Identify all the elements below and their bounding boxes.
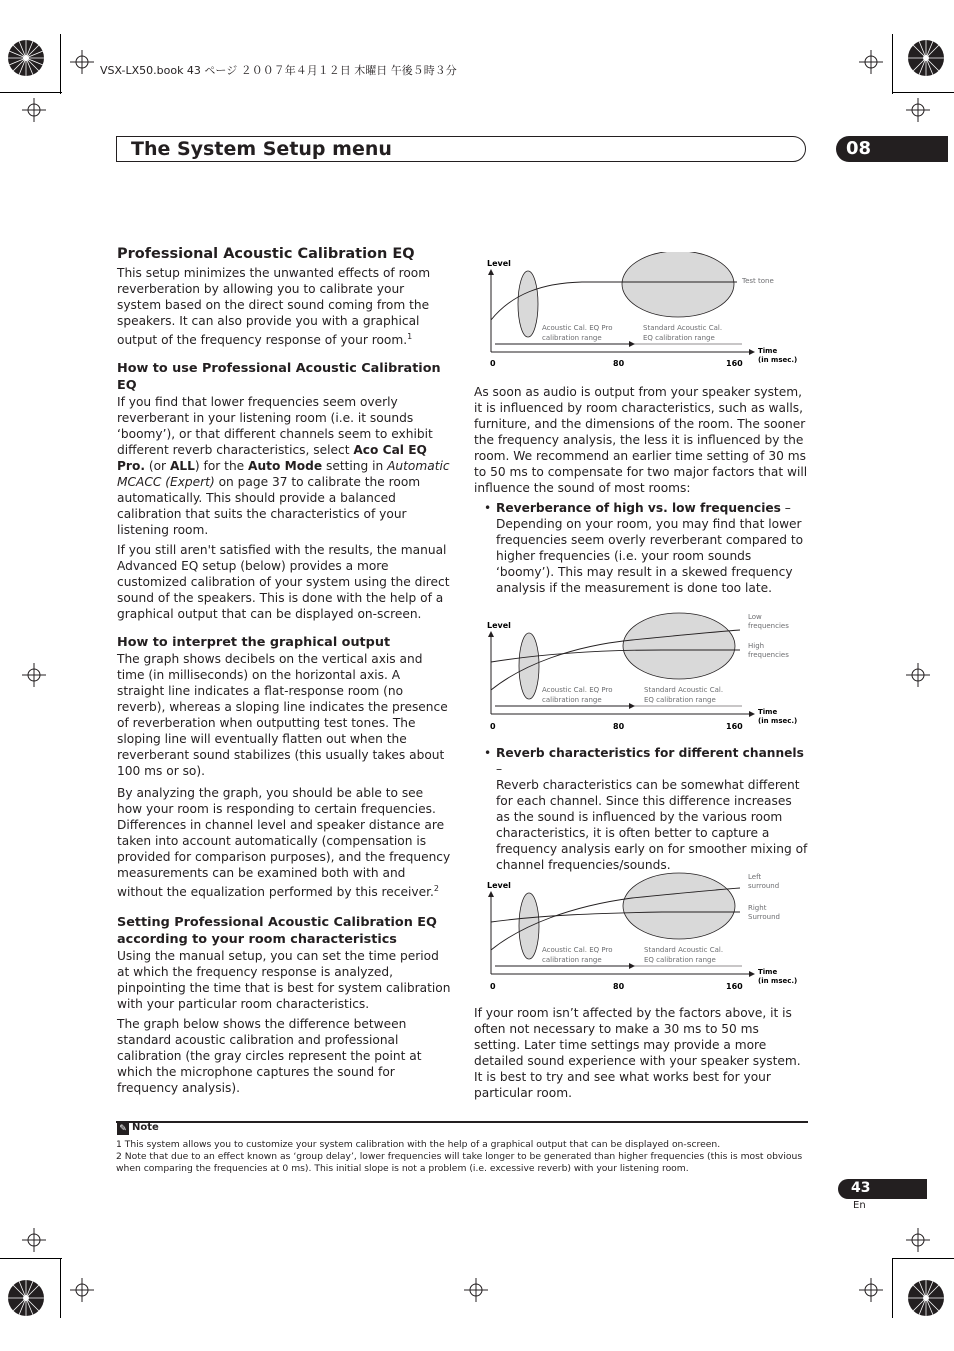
tick-label: 160 [726,722,743,731]
range-label-standard: Standard Acoustic Cal. [643,324,723,332]
print-file-info: VSX-LX50.book 43 ページ ２００７年４月１２日 木曜日 午後５時３分 [100,64,457,77]
range-label-standard: EQ calibration range [643,334,715,342]
crosshair-mark-icon [70,50,94,74]
registration-target-icon [4,1276,48,1320]
setting-paragraph-2: The graph below shows the difference between standard acoustic calibration and professional calibration (the gray circles represent the point at which the microphone captures the sound for frequency analysis). [117,1017,422,1096]
bullet-body: Reverb characteristics can be somewhat different for each channel. Since this difference increases as the sound is influenced by the various room characteristics, it is often better to capture a frequency analysis early on for smoother mixing of channel frequencies/sounds. [496,778,808,872]
range-label-pro: Acoustic Cal. EQ Pro [542,324,613,332]
section-heading: Professional Acoustic Calibration EQ [117,246,415,262]
bullet-heading: Reverberance of high vs. low frequencies [496,501,781,515]
curve-label: frequencies [748,622,789,630]
footnote-ref: 1 [407,332,413,341]
section-title-bar [116,136,806,162]
range-label-pro: calibration range [542,956,602,964]
bullet-heading: Reverb characteristics for different channels [496,746,804,760]
section-title: The System Setup menu [131,138,392,160]
footnote-1: 1 This system allows you to customize your system calibration with the help of a graphical output that can be displayed on-screen. [116,1139,721,1150]
right-paragraph-1: As soon as audio is output from your speaker system, it is influenced by room characteristics, such as walls, furniture, and the dimensions of the room. The sooner the frequency analysis, the less it is influenced by the room. We recommend an earlier time setting of 30 ms to 50 ms to compensate for two major factors that will influence the sound of most rooms: [474,385,808,495]
curve-label: Surround [748,913,780,921]
page-number-tab [838,1179,927,1199]
axis-label-level: Level [487,881,511,890]
page-number: 43 [851,1180,871,1196]
registration-target-icon [904,36,948,80]
crosshair-mark-icon [906,98,930,122]
bullet-body: Depending on your room, you may find that lower frequencies seem overly reverberant compared to higher frequencies (i.e. your room sounds ‘boomy’). This may result in a skewed frequency analysis if the measurement is done too late. [496,517,804,595]
tick-label: 80 [613,722,625,731]
calibration-diagram-channels [482,870,812,994]
pro-range-ellipse [519,893,539,959]
curve-label: surround [748,882,780,890]
range-label-standard: Standard Acoustic Cal. [644,686,724,694]
registration-target-icon [904,1276,948,1320]
axis-label-level: Level [487,259,511,268]
curve-label: Right [748,904,767,912]
setting-paragraph-1: Using the manual setup, you can set the time period at which the frequency response is analyzed, pinpointing the time that is best for system calibration with your particular room characteristics. [117,949,451,1012]
curve-label: Left [748,873,762,881]
standard-range-ellipse [622,252,734,317]
axis-label-time: Time [758,708,778,716]
note-divider [116,1121,808,1123]
range-label-standard: EQ calibration range [644,696,716,704]
footnote-2: 2 Note that due to an effect known as ‘group delay’, lower frequencies will take longer to be generated than higher frequencies (this is most obvious when comparing the frequencies at 0 ms). This initial slope is not a problem (i.e. excessive reverb) with your listening room. [116,1151,803,1174]
curve-label: Low [748,613,762,621]
range-label-standard: EQ calibration range [644,956,716,964]
note-label: Note [132,1122,159,1133]
tick-label: 0 [490,359,496,368]
tick-label: 80 [613,359,625,368]
crosshair-mark-icon [464,1278,488,1302]
axis-label-time-unit: (in msec.) [758,977,798,985]
footnote-ref: 2 [433,884,439,894]
axis-label-level: Level [487,621,511,630]
curve-label: Test tone [742,277,774,285]
crosshair-mark-icon [22,1228,46,1252]
language-code: En [853,1200,866,1211]
pro-range-ellipse [518,271,538,337]
intro-paragraph: This setup minimizes the unwanted effects of room reverberation by allowing you to calibrate your system based on the direct sound coming from the speakers. It can also provide you with a graphical output of the frequency response of your room.$^1$ [117,266,431,348]
crosshair-mark-icon [859,50,883,74]
curve-label: High [748,642,765,650]
tick-label: 80 [613,982,625,991]
right-text-1 [474,384,808,596]
curve-label: frequencies [748,651,789,659]
crosshair-mark-icon [22,98,46,122]
crosshair-mark-icon [906,1228,930,1252]
bullet-item: • Reverberance of high vs. low frequencies – Depending on your room, you may find that lower frequencies seem overly reverberant compared to higher frequencies (i.e. your room sounds ‘boomy’). This may result in a skewed frequency analysis if the measurement is done too late. [484,501,804,595]
interpret-paragraph-1: The graph shows decibels on the vertical axis and time (in milliseconds) on the horizontal axis. A straight line indicates a flat-response room (no reverb), whereas a sloping line indicates the presence of reverberation when outputting test tones. The sloping line will eventually flatten out when the reverberant sound stabilizes (this usually takes about 100 ms or so). [117,652,448,779]
axis-label-time-unit: (in msec.) [758,356,798,364]
tick-label: 160 [726,982,743,991]
note-pencil-icon: ✎ [117,1123,129,1135]
crosshair-mark-icon [22,663,46,687]
axis-label-time-unit: (in msec.) [758,717,798,725]
how-to-use-paragraph: If you find that lower frequencies seem overly reverberant in your listening room (i.e. it sounds ‘boomy’), or that different channels seem to exhibit different reverb characteristics, select Aco Cal EQ Pro. (or ALL) for the Auto Mode setting in Automatic MCACC (Expert) on page 37 to calibrate the room automatically. This should provide a balanced calibration that suits the characteristics of your listening room. [117,395,450,538]
pro-range-ellipse [519,633,539,699]
right-paragraph-2: If your room isn’t affected by the factors above, it is often not necessary to make a 30 ms to 50 ms setting. Later time settings may provide a more detailed sound experience with your speaker system. It is best to try and see what works best for your particular room. [474,1006,801,1100]
axis-label-time: Time [758,347,778,355]
chapter-number: 08 [846,138,872,159]
range-label-pro: calibration range [542,334,602,342]
interpret-paragraph-2: By analyzing the graph, you should be able to see how your room is responding to certain frequencies. Differences in channel level and speaker distance are taken into account automatically (compensation is provided for comparison purposes), and the frequency measurements can be examined both with and without the equalization performed by this receiver.$^2$ [117,786,451,900]
range-label-pro: Acoustic Cal. EQ Pro [542,686,613,694]
calibration-diagram-frequencies [482,610,812,734]
tick-label: 0 [490,722,496,731]
chapter-tab [836,136,948,162]
tick-label: 0 [490,982,496,991]
subheading-how-to-use: How to use Professional Acoustic Calibration EQ [117,361,441,394]
how-to-use-paragraph-2: If you still aren't satisfied with the results, the manual Advanced EQ setup (below) provides a more customized calibration of your system using the direct sound of the speakers. This is done with the help of a graphical output that can be displayed on-screen. [117,543,450,622]
right-text-2 [474,745,808,873]
registration-target-icon [4,36,48,80]
standard-range-ellipse [623,613,735,679]
subheading-interpret: How to interpret the graphical output [117,635,391,651]
tick-label: 160 [726,359,743,368]
crosshair-mark-icon [859,1278,883,1302]
axis-label-time: Time [758,968,778,976]
range-label-pro: calibration range [542,696,602,704]
range-label-pro: Acoustic Cal. EQ Pro [542,946,613,954]
left-column [117,245,451,1100]
bullet-item: • Reverb characteristics for different channels – Reverb characteristics can be somewhat different for each channel. Since this difference increases as the sound is influenced by the various room characteristics, it is often better to capture a frequency analysis early on for smoother mixing of channel frequencies/sounds. [484,746,808,872]
standard-range-ellipse [623,873,735,939]
crosshair-mark-icon [70,1278,94,1302]
crosshair-mark-icon [906,663,930,687]
range-label-standard: Standard Acoustic Cal. [644,946,724,954]
calibration-diagram-test-tone [482,252,812,372]
right-text-3 [474,1005,808,1105]
subheading-setting: Setting Professional Acoustic Calibration EQ according to your room characteristics [117,915,437,948]
